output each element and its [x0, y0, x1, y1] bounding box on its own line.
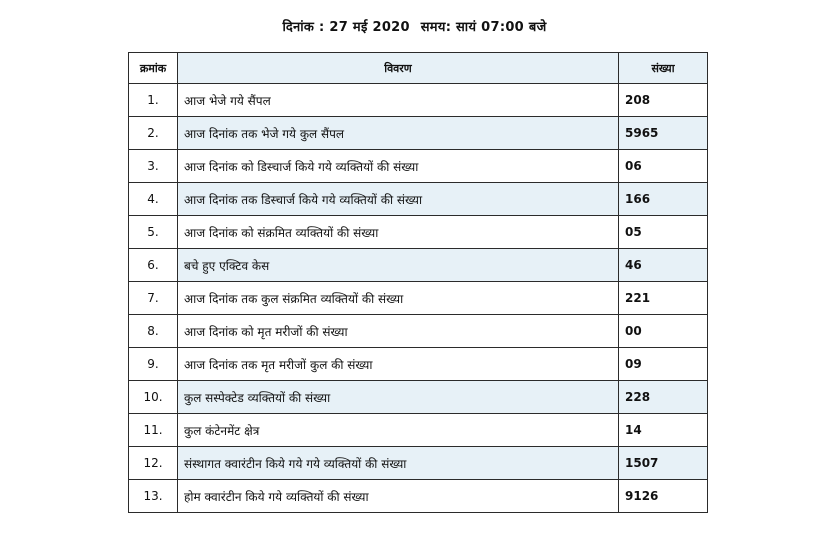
report-heading: [0, 17, 835, 35]
row-count: 166: [619, 183, 708, 216]
table-row: [129, 447, 708, 480]
row-count: 06: [619, 150, 708, 183]
row-count: 00: [619, 315, 708, 348]
row-count: 208: [619, 84, 708, 117]
row-serial: 8.: [129, 315, 178, 348]
table-row: [129, 348, 708, 381]
row-serial: 10.: [129, 381, 178, 414]
row-serial: 11.: [129, 414, 178, 447]
row-serial: 7.: [129, 282, 178, 315]
row-description: आज दिनांक को मृत मरीजों की संख्या: [178, 315, 619, 348]
table-header-row: [129, 53, 708, 84]
row-description: आज दिनांक तक कुल संक्रमित व्यक्तियों की संख्या: [178, 282, 619, 315]
table-row: [129, 381, 708, 414]
table-row: [129, 249, 708, 282]
row-description: कुल सस्पेक्टेड व्यक्तियों की संख्या: [178, 381, 619, 414]
report-time: समय: सायं 07:00 बजे: [420, 20, 547, 35]
row-serial: 2.: [129, 117, 178, 150]
row-description: आज दिनांक को संक्रमित व्यक्तियों की संख्या: [178, 216, 619, 249]
row-serial: 6.: [129, 249, 178, 282]
row-description: आज भेजे गये सैंपल: [178, 84, 619, 117]
row-count: 9126: [619, 480, 708, 513]
table-row: [129, 183, 708, 216]
row-serial: 13.: [129, 480, 178, 513]
report-date: दिनांक : 27 मई 2020: [282, 20, 410, 35]
row-description: आज दिनांक तक भेजे गये कुल सैंपल: [178, 117, 619, 150]
table-row: [129, 414, 708, 447]
table-row: [129, 282, 708, 315]
row-description: आज दिनांक तक डिस्चार्ज किये गये व्यक्तियों की संख्या: [178, 183, 619, 216]
row-count: 228: [619, 381, 708, 414]
row-count: 09: [619, 348, 708, 381]
row-description: बचे हुए एक्टिव केस: [178, 249, 619, 282]
table-row: [129, 84, 708, 117]
row-description: होम क्वारंटीन किये गये व्यक्तियों की संख्या: [178, 480, 619, 513]
row-serial: 3.: [129, 150, 178, 183]
table-row: [129, 117, 708, 150]
row-serial: 4.: [129, 183, 178, 216]
row-count: 14: [619, 414, 708, 447]
column-header-count: संख्या: [619, 53, 708, 84]
row-count: 1507: [619, 447, 708, 480]
row-serial: 5.: [129, 216, 178, 249]
table-row: [129, 315, 708, 348]
row-description: आज दिनांक तक मृत मरीजों कुल की संख्या: [178, 348, 619, 381]
table-row: [129, 150, 708, 183]
table-row: [129, 480, 708, 513]
row-description: कुल कंटेनमेंट क्षेत्र: [178, 414, 619, 447]
row-serial: 1.: [129, 84, 178, 117]
row-serial: 9.: [129, 348, 178, 381]
column-header-description: विवरण: [178, 53, 619, 84]
row-description: संस्थागत क्वारंटीन किये गये गये व्यक्तियों की संख्या: [178, 447, 619, 480]
row-description: आज दिनांक को डिस्चार्ज किये गये व्यक्तियों की संख्या: [178, 150, 619, 183]
row-count: 221: [619, 282, 708, 315]
row-serial: 12.: [129, 447, 178, 480]
covid-status-table: [128, 52, 708, 513]
row-count: 5965: [619, 117, 708, 150]
column-header-serial: क्रमांक: [129, 53, 178, 84]
row-count: 05: [619, 216, 708, 249]
table-row: [129, 216, 708, 249]
row-count: 46: [619, 249, 708, 282]
